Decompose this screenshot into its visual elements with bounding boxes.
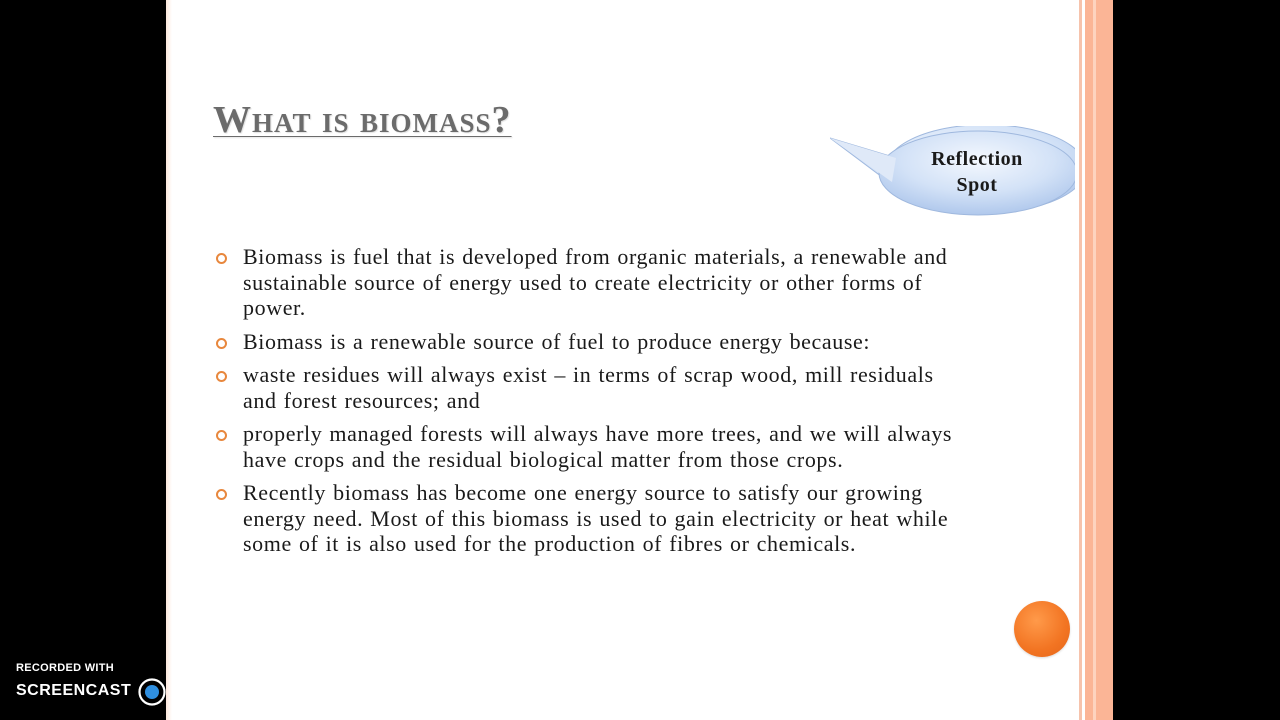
right-decorative-stripes bbox=[1075, 0, 1113, 720]
bullet-circle-icon bbox=[216, 253, 227, 264]
bullet-list bbox=[213, 244, 973, 565]
bullet-item bbox=[213, 329, 973, 355]
reflection-spot-callout bbox=[830, 126, 1080, 220]
bullet-text: Biomass is fuel that is developed from organic materials, a renewable and sustainable source of energy used to create electricity or other forms of power. bbox=[243, 244, 948, 320]
bullet-item bbox=[213, 244, 973, 321]
bullet-circle-icon bbox=[216, 430, 227, 441]
orange-circle-decoration bbox=[1014, 601, 1070, 657]
bullet-item bbox=[213, 362, 973, 413]
bullet-circle-icon bbox=[216, 338, 227, 349]
bullet-item bbox=[213, 421, 973, 472]
bullet-circle-icon bbox=[216, 371, 227, 382]
callout-line-1: Reflection bbox=[931, 148, 1023, 170]
watermark-suffix: MATIC bbox=[174, 683, 221, 700]
bullet-text: Biomass is a renewable source of fuel to produce energy because: bbox=[243, 328, 871, 354]
slide-title: What is biomass? bbox=[213, 99, 512, 141]
watermark-recorded-with: RECORDED WITH bbox=[16, 662, 115, 674]
record-icon bbox=[138, 678, 166, 706]
bullet-item bbox=[213, 480, 973, 557]
bullet-circle-icon bbox=[216, 489, 227, 500]
bullet-text: Recently biomass has become one energy source to satisfy our growing energy need. Most of this biomass is used to gain electricity or heat while some of it is also used for the production of fibres or chemicals. bbox=[243, 480, 949, 556]
callout-line-2: Spot bbox=[956, 174, 998, 196]
bullet-text: properly managed forests will always have more trees, and we will always have crops and the residual biological matter from those crops. bbox=[243, 421, 953, 472]
bullet-text: waste residues will always exist – in terms of scrap wood, mill residuals and forest resources; and bbox=[243, 362, 934, 413]
presentation-slide bbox=[166, 0, 1113, 720]
watermark-brand: SCREENCAST bbox=[16, 682, 132, 699]
screencast-watermark bbox=[16, 660, 246, 710]
slide-left-edge bbox=[166, 0, 172, 720]
callout-text bbox=[878, 146, 1076, 198]
